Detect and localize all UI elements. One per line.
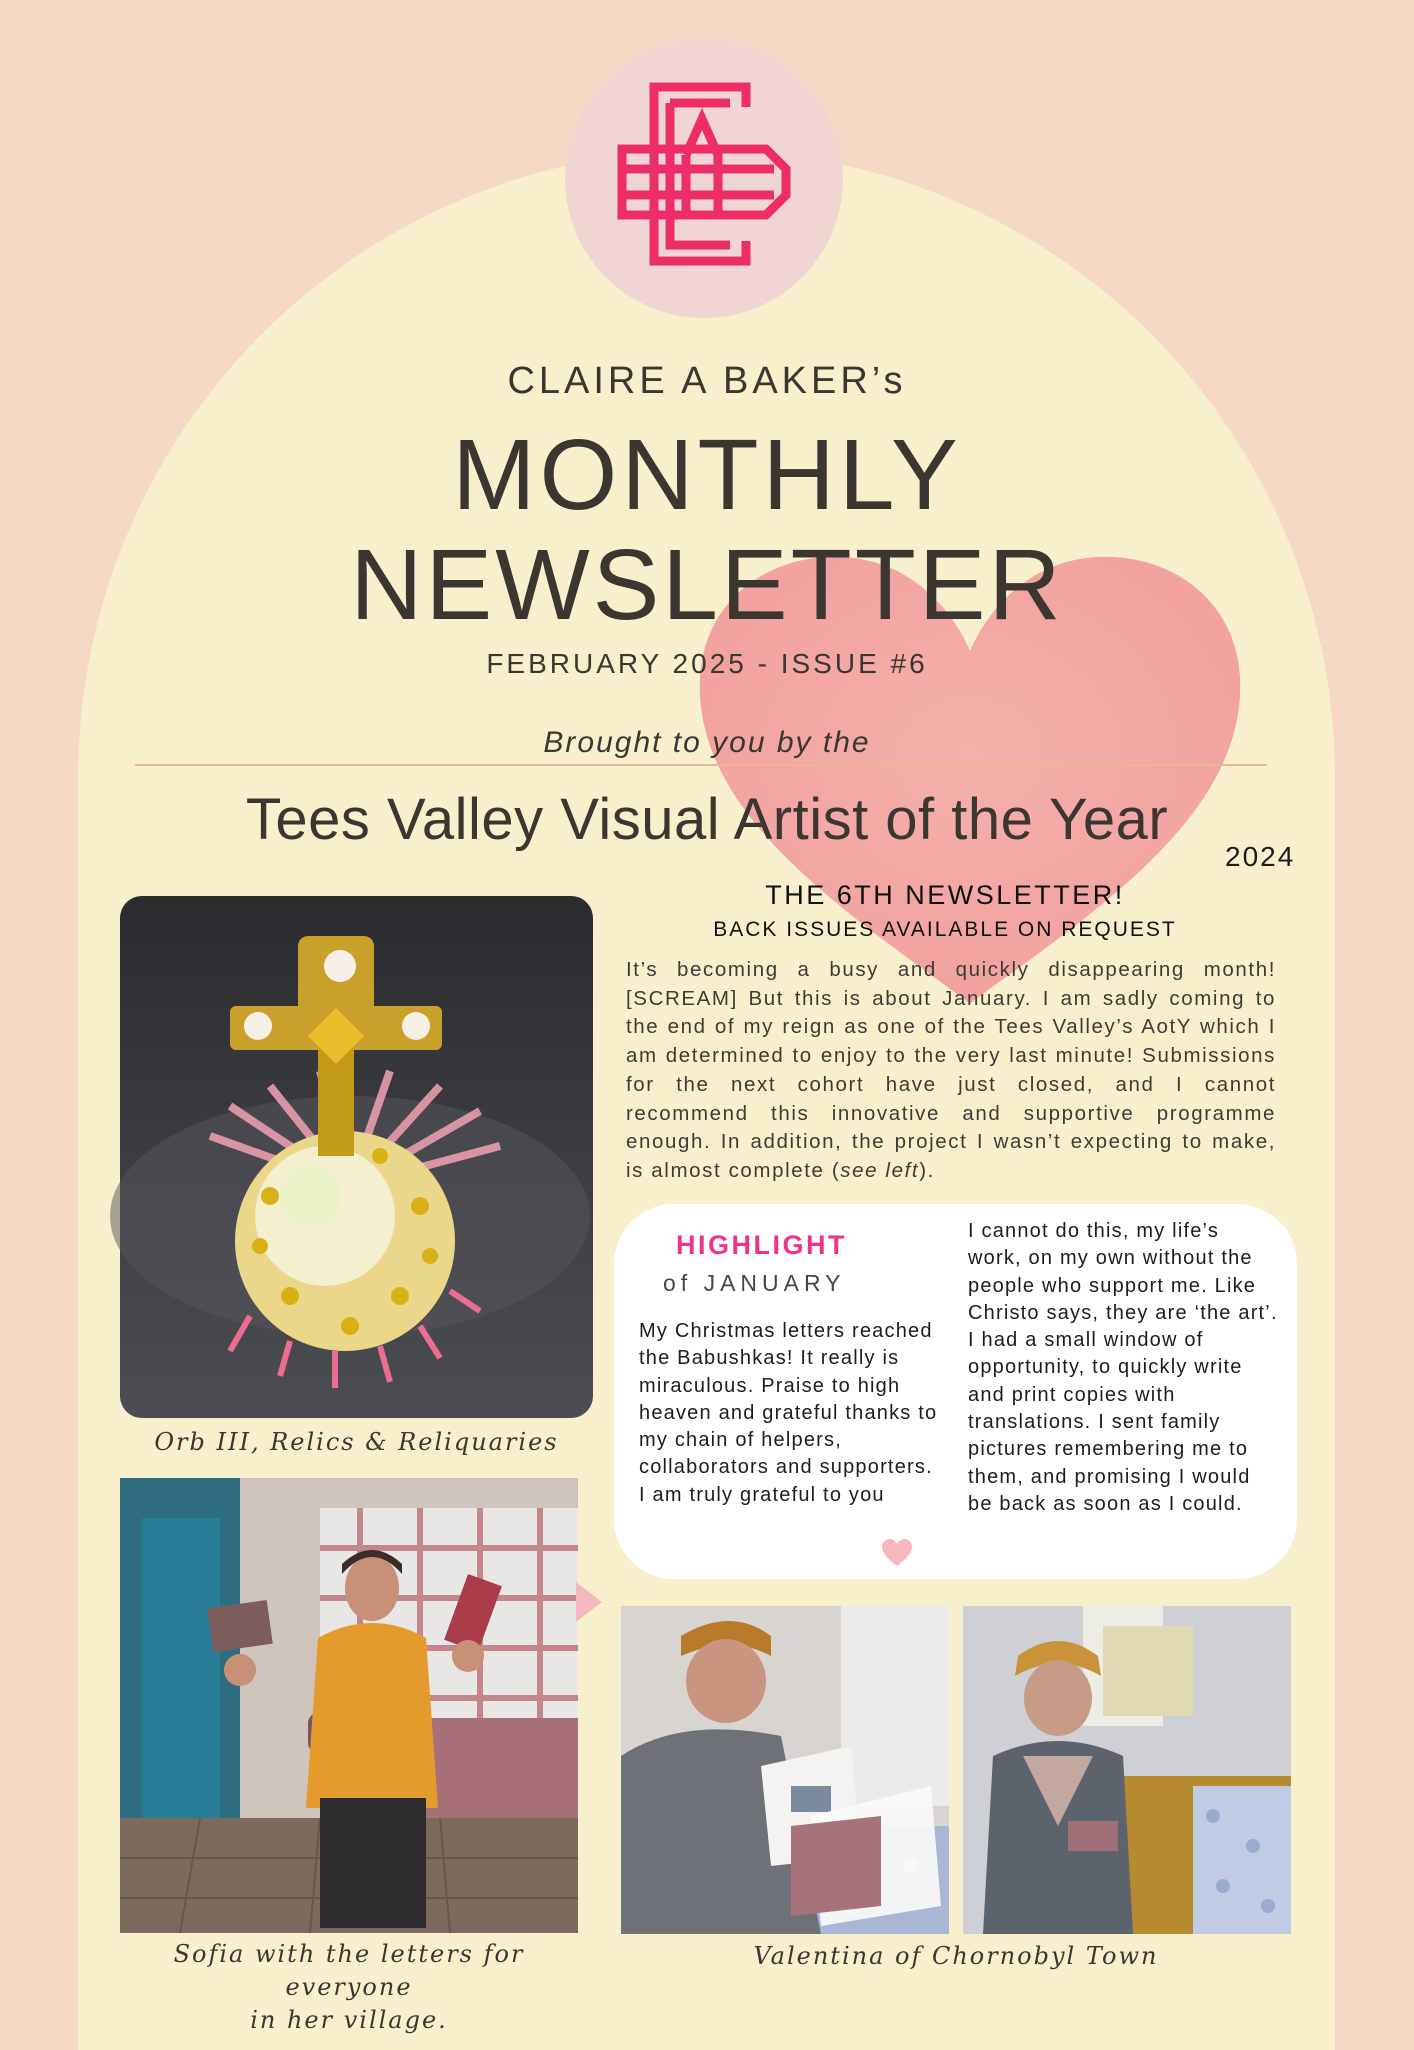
brought-by-text: Brought to you by the xyxy=(543,726,871,759)
logo-badge xyxy=(565,40,843,318)
back-issues-note: BACK ISSUES AVAILABLE ON REQUEST xyxy=(713,918,1177,941)
orb-caption: Orb III, Relics & Reliquaries xyxy=(154,1428,559,1456)
orb-artwork-photo xyxy=(120,896,593,1418)
newsletter-heading: THE 6TH NEWSLETTER! xyxy=(765,880,1125,910)
sofia-photo xyxy=(120,1478,578,1933)
sofia-caption-line2: in her village. xyxy=(250,2006,448,2034)
sofia-caption-line1: Sofia with the letters for everyone xyxy=(173,1940,525,2001)
newsletter-author: CLAIRE A BAKER’s xyxy=(507,360,907,402)
small-heart-icon xyxy=(880,1538,914,1568)
intro-text-end: ). xyxy=(919,1158,935,1182)
valentina-standing-photo xyxy=(963,1606,1291,1934)
intro-text-main: It’s becoming a busy and quickly disappearing month! [SCREAM] But this is about January. I am sadly coming to the end of my reign as one of the Tees Valley’s AotY which I am determined to enjoy to the very last minute! Submissions for the next cohort have just closed, and I cannot recommend this innovative and supportive programme enough. In addition, the project I wasn’t expecting to make, is almost complete ( xyxy=(626,958,1276,1182)
highlight-column-1: My Christmas letters reached the Babushkas! It really is miraculous. Praise to high heaven and grateful thanks to my chain of helpers, collaborators and supporters. I am truly grateful to you xyxy=(639,1320,938,1506)
intro-paragraph xyxy=(626,956,1276,1186)
award-year: 2024 xyxy=(1225,841,1296,872)
pointer-arrow-icon xyxy=(576,1582,602,1622)
orb-illustration xyxy=(120,896,593,1418)
divider-line xyxy=(135,764,1267,766)
highlight-title: HIGHLIGHT xyxy=(676,1230,847,1260)
sofia-caption xyxy=(112,1938,586,2037)
cab-monogram-logo xyxy=(590,65,818,293)
intro-text-italic: see left xyxy=(840,1158,920,1182)
page-title-line2: NEWSLETTER xyxy=(350,529,1064,641)
award-title: Tees Valley Visual Artist of the Year xyxy=(245,787,1169,852)
highlight-subtitle: of JANUARY xyxy=(663,1270,846,1296)
valentina-kitchen-scene xyxy=(963,1606,1291,1934)
valentina-reading-photo xyxy=(621,1606,949,1934)
valentina-caption: Valentina of Chornobyl Town xyxy=(753,1942,1159,1970)
valentina-reading-scene xyxy=(621,1606,949,1934)
highlight-column-2: I cannot do this, my life’s work, on my own without the people who support me. Like Christo says, they are ‘the art’. I had a small window of opportunity, to quickly write and print copies with translations. I sent family pictures remembering me to them, and promising I would be back as soon as I could. xyxy=(968,1220,1278,1515)
sofia-scene xyxy=(120,1478,578,1933)
page-title-line1: MONTHLY xyxy=(452,419,962,531)
issue-date: FEBRUARY 2025 - ISSUE #6 xyxy=(486,648,928,679)
